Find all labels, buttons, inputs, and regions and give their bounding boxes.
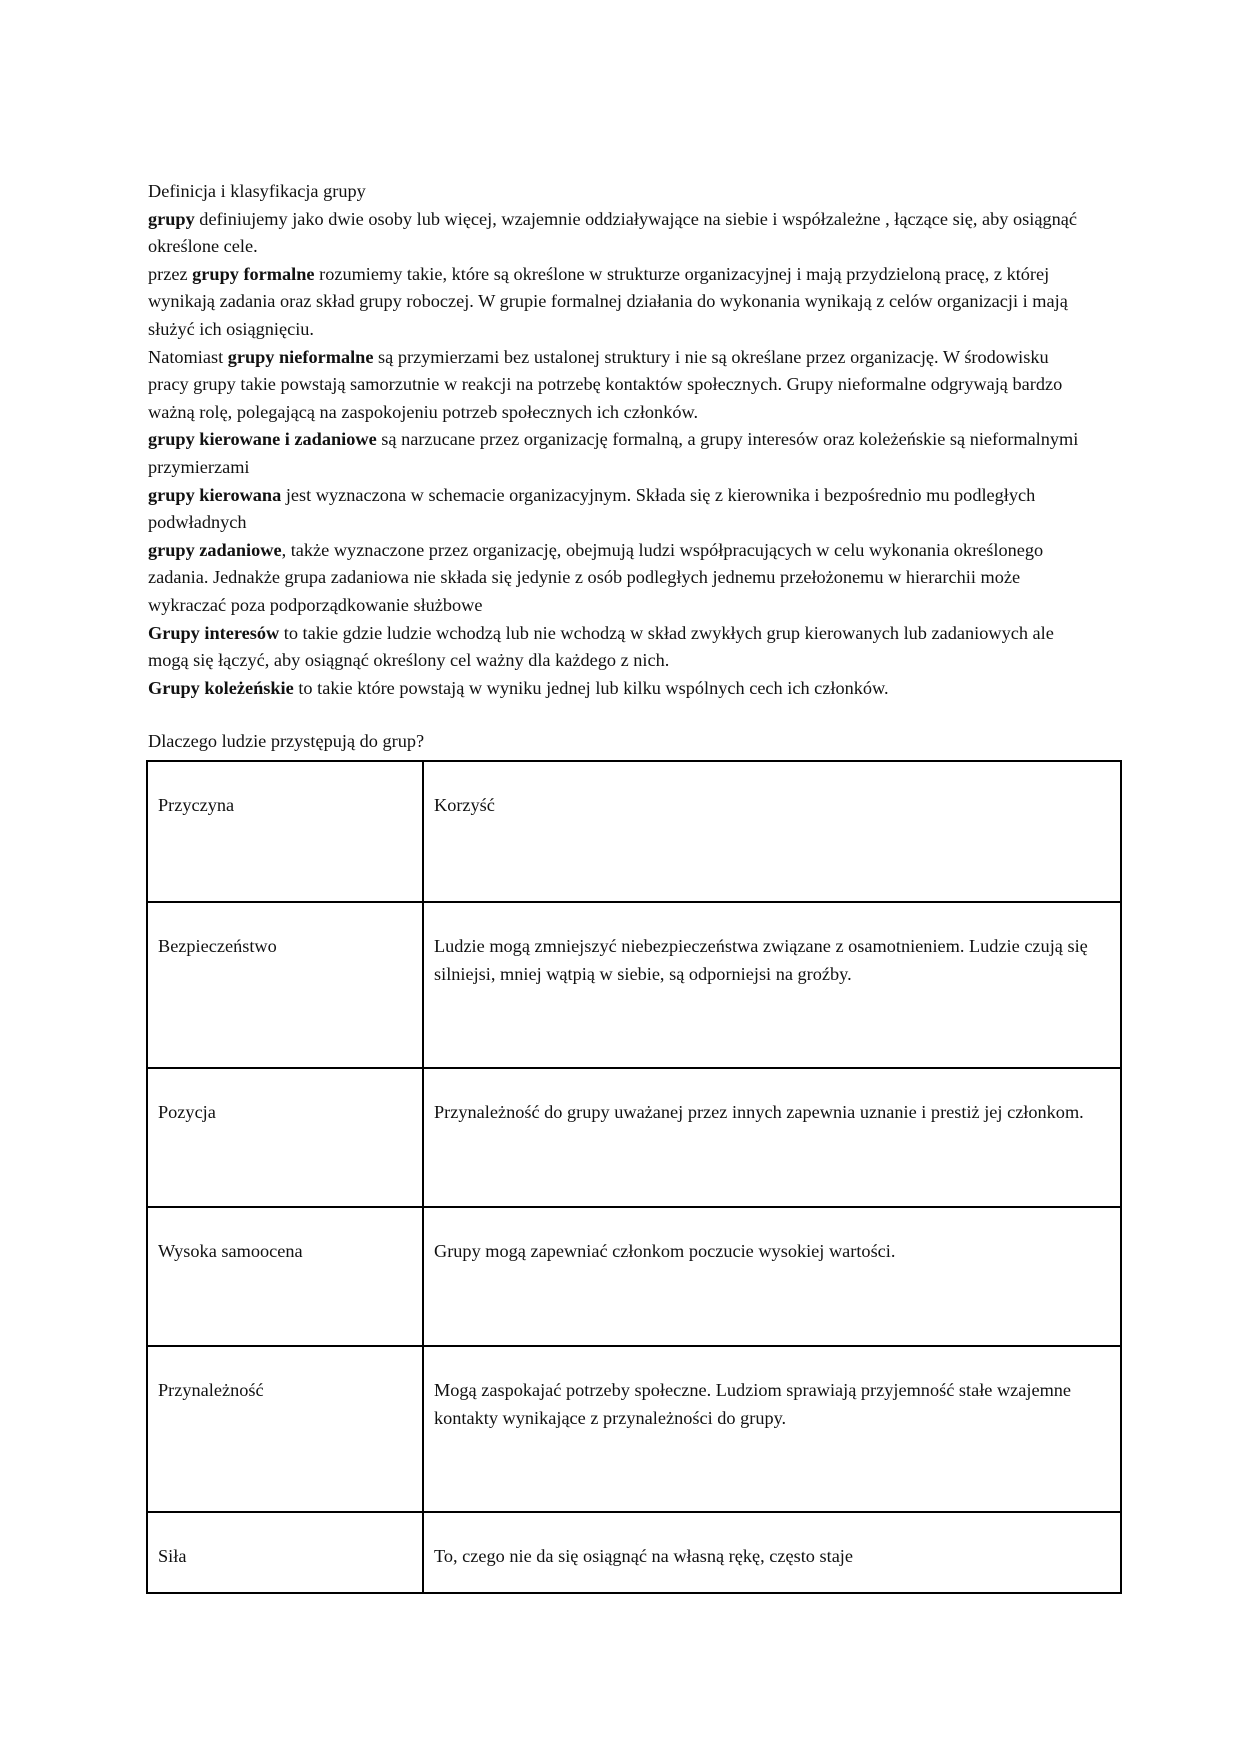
benefit-cell: Przynależność do grupy uważanej przez innych zapewnia uznanie i prestiż jej członkom. <box>423 1068 1121 1207</box>
paragraph-7: Grupy interesów to takie gdzie ludzie wchodzą lub nie wchodzą w skład zwykłych grup kierowanych lub zadaniowych ale mogą się łączyć, aby osiągnąć określony cel ważny dla każdego z nich. <box>148 622 1054 671</box>
paragraph-2: przez grupy formalne rozumiemy takie, które są określone w strukturze organizacyjnej i mają przydzieloną pracę, z której wynikają zadania oraz skład grupy roboczej. W grupie formalnej działania do wykonania wynikają z celów organizacji i mają służyć ich osiągnięciu. <box>148 263 1068 339</box>
benefit-cell: Ludzie mogą zmniejszyć niebezpieczeństwa związane z osamotnieniem. Ludzie czują się silniejsi, mniej wątpią w siebie, są odporniejsi na groźby. <box>423 902 1121 1068</box>
table-row <box>147 1346 1121 1512</box>
table-header-row <box>147 761 1121 902</box>
paragraph-1: grupy definiujemy jako dwie osoby lub więcej, wzajemnie oddziaływające na siebie i współzależne , łączące się, aby osiągnąć określone cele. <box>148 208 1077 257</box>
paragraph-4: grupy kierowane i zadaniowe są narzucane przez organizację formalną, a grupy interesów oraz koleżeńskie są nieformalnymi przymierzami <box>148 429 1079 477</box>
reason-cell: Pozycja <box>147 1068 423 1207</box>
table-row <box>147 1207 1121 1346</box>
table-row <box>147 1512 1121 1593</box>
term-grupy-zadaniowe: grupy zadaniowe <box>148 539 282 560</box>
paragraph-6: grupy zadaniowe, także wyznaczone przez organizację, obejmują ludzi współpracujących w celu wykonania określonego zadania. Jednakże grupa zadaniowa nie składa się jedynie z osób podległych jednemu przełożonemu w hierarchii może wykraczać poza podporządkowanie służbowe <box>148 539 1044 615</box>
term-grupy-interesow: Grupy interesów <box>148 622 280 643</box>
reasons-table <box>146 760 1122 1594</box>
reason-cell: Przynależność <box>147 1346 423 1512</box>
table-row <box>147 902 1121 1068</box>
term-grupy-kolezenskie: Grupy koleżeńskie <box>148 677 294 698</box>
benefit-cell: To, czego nie da się osiągnąć na własną rękę, często staje <box>423 1512 1121 1593</box>
document-body <box>148 178 1088 774</box>
section-question: Dlaczego ludzie przystępują do grup? <box>148 731 425 752</box>
term-grupy-kierowane-i-zadaniowe: grupy kierowane i zadaniowe <box>148 429 377 450</box>
paragraph-3: Natomiast grupy nieformalne są przymierzami bez ustalonej struktury i nie są określane przez organizację. W środowisku pracy grupy takie powstają samorzutnie w reakcji na potrzebę kontaktów społecznych. Grupy nieformalne odgrywają bardzo ważną rolę, polegającą na zaspokojeniu potrzeb społecznych ich członków. <box>148 346 1063 422</box>
term-grupy-formalne: grupy formalne <box>192 263 315 284</box>
table-row <box>147 1068 1121 1207</box>
document-title: Definicja i klasyfikacja grupy <box>148 181 366 201</box>
term-grupy-kierowana: grupy kierowana <box>148 484 282 505</box>
reason-cell: Siła <box>147 1512 423 1593</box>
term-grupy: grupy <box>148 208 195 229</box>
term-grupy-nieformalne: grupy nieformalne <box>227 346 374 367</box>
header-benefit: Korzyść <box>423 761 1121 902</box>
benefit-cell: Grupy mogą zapewniać członkom poczucie wysokiej wartości. <box>423 1207 1121 1346</box>
reason-cell: Wysoka samoocena <box>147 1207 423 1346</box>
paragraph-8: Grupy koleżeńskie to takie które powstają w wyniku jednej lub kilku wspólnych cech ich członków. <box>148 677 889 698</box>
benefit-cell: Mogą zaspokajać potrzeby społeczne. Ludziom sprawiają przyjemność stałe wzajemne kontakty wynikające z przynależności do grupy. <box>423 1346 1121 1512</box>
header-reason: Przyczyna <box>147 761 423 902</box>
reason-cell: Bezpieczeństwo <box>147 902 423 1068</box>
paragraph-5: grupy kierowana jest wyznaczona w schemacie organizacyjnym. Składa się z kierownika i bezpośrednio mu podległych podwładnych <box>148 484 1036 533</box>
